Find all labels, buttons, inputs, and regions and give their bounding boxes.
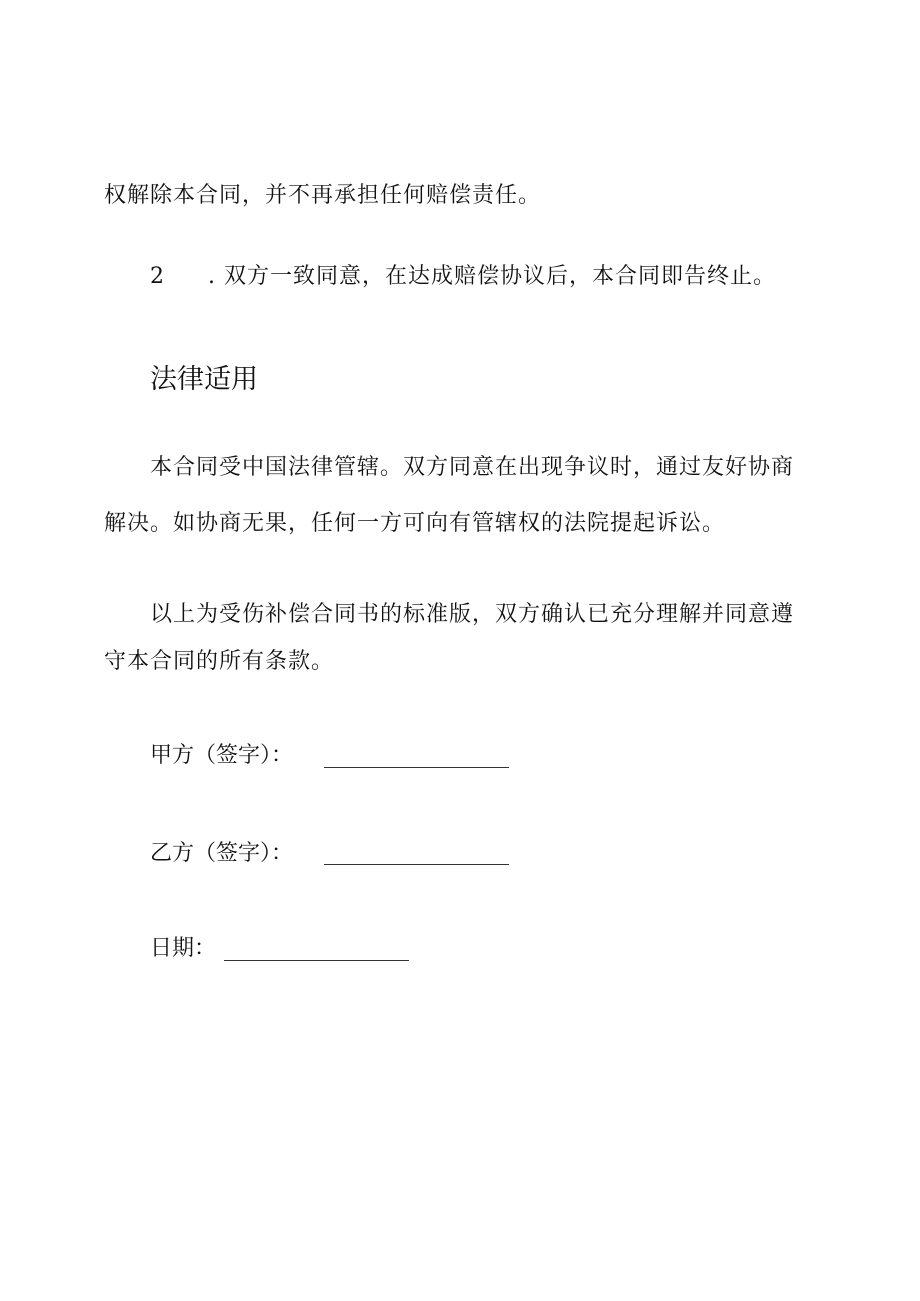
party-a-signature-line <box>324 767 509 768</box>
paragraph-continuation: 权解除本合同，并不再承担任何赔偿责任。 <box>104 183 542 208</box>
section-heading: 法律适用 <box>150 364 258 395</box>
date-label: 日期： <box>150 936 217 961</box>
item-number: 2 <box>150 264 164 289</box>
law-paragraph-line-2: 解决。如协商无果，任何一方可向有管辖权的法院提起诉讼。 <box>104 511 726 536</box>
party-b-signature-label: 乙方（签字）： <box>150 841 294 866</box>
item-text: . 双方一致同意，在达成赔偿协议后，本合同即告终止。 <box>208 264 776 289</box>
closing-paragraph-line-1: 以上为受伤补偿合同书的标准版，双方确认已充分理解并同意遵 <box>150 602 795 627</box>
closing-paragraph-line-2: 守本合同的所有条款。 <box>104 649 335 674</box>
date-line <box>224 960 409 961</box>
party-a-signature-label: 甲方（签字）： <box>150 743 294 768</box>
party-b-signature-line <box>324 864 509 865</box>
law-paragraph-line-1: 本合同受中国法律管辖。双方同意在出现争议时，通过友好协商 <box>150 455 795 480</box>
